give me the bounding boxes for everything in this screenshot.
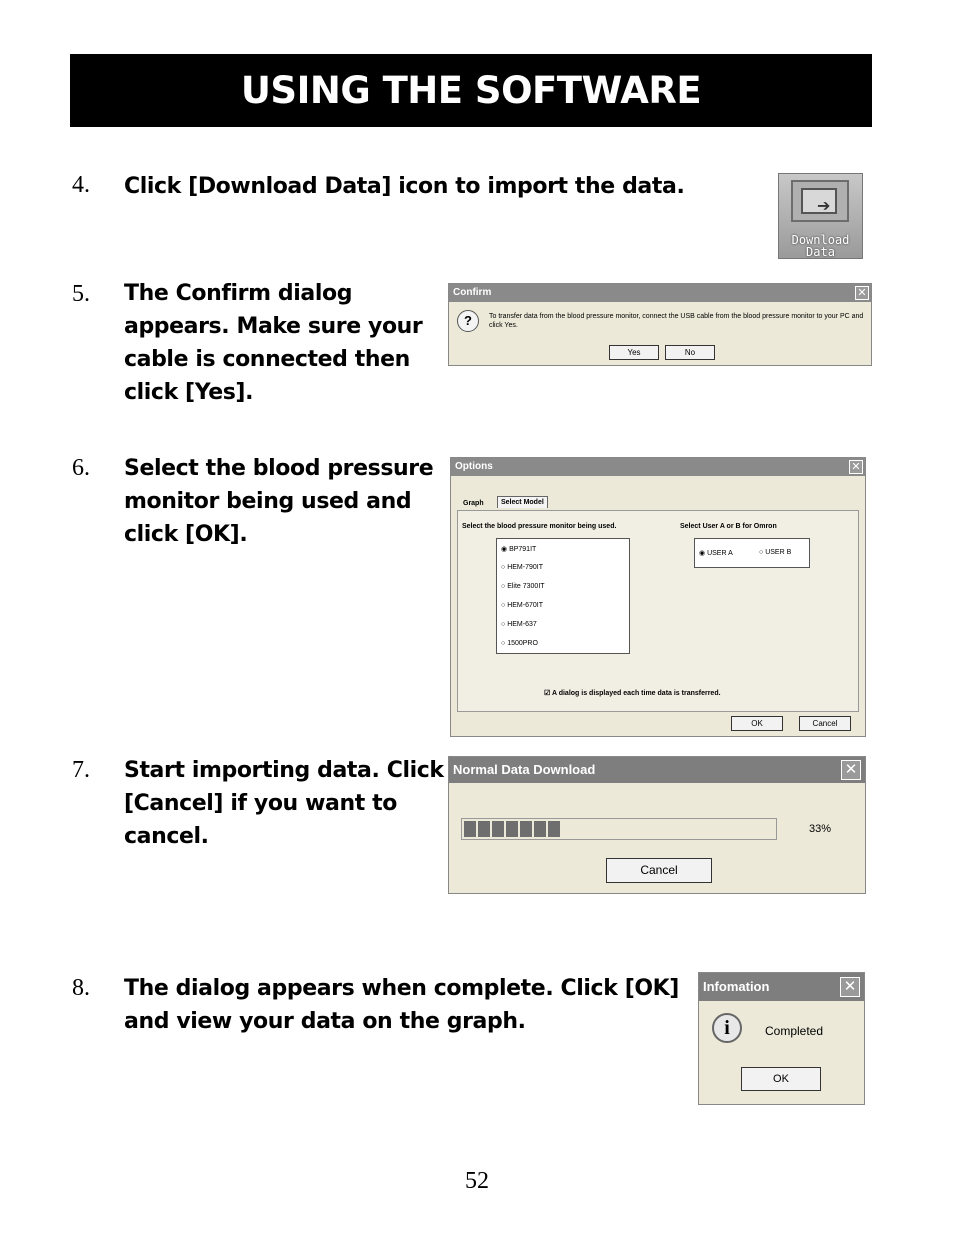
section-title: USING THE SOFTWARE (240, 69, 702, 112)
step-number-4: 4. (72, 172, 90, 198)
progress-block (506, 821, 518, 837)
options-panel (457, 510, 859, 712)
progress-block (534, 821, 546, 837)
monitor-heading: Select the blood pressure monitor being used. (462, 523, 617, 530)
step-number-8: 8. (72, 975, 90, 1001)
progress-percent: 33% (809, 823, 832, 835)
information-dialog (698, 972, 865, 1105)
download-data-button[interactable] (778, 173, 863, 259)
info-icon: i (712, 1013, 742, 1043)
step-text-5: The Confirm dialog appears. Make sure your cable is connected then click [Yes]. (124, 281, 423, 405)
question-icon: ? (457, 310, 479, 332)
info-message: Completed (765, 1024, 824, 1038)
confirm-message: To transfer data from the blood pressure monitor, connect the USB cable from the blood pressure monitor to your PC and click Yes. (489, 313, 864, 329)
tab-select-model[interactable]: Select Model (497, 496, 548, 508)
monitor-option-3[interactable]: ○ Elite 7300IT (501, 583, 545, 590)
options-titlebar: Options (451, 458, 865, 476)
cancel-download-button[interactable]: Cancel (606, 858, 712, 883)
monitor-option-6[interactable]: ○ 1500PRO (501, 640, 538, 647)
progress-block (478, 821, 490, 837)
tab-graph[interactable]: Graph (463, 500, 484, 507)
user-heading: Select User A or B for Omron (680, 523, 777, 530)
progress-bar (461, 818, 777, 840)
step-number-5: 5. (72, 281, 90, 307)
step-text-6: Select the blood pressure monitor being used and click [OK]. (124, 456, 434, 547)
info-close-button[interactable]: ✕ (840, 977, 860, 997)
user-a-radio[interactable]: ◉ USER A (699, 550, 733, 557)
download-close-button[interactable]: ✕ (841, 760, 861, 780)
user-select-group (694, 538, 810, 568)
monitor-option-1[interactable]: ◉ BP791IT (501, 546, 537, 553)
options-close-button[interactable]: ✕ (849, 460, 863, 474)
yes-button[interactable]: Yes (609, 345, 659, 360)
monitor-option-4[interactable]: ○ HEM-670IT (501, 602, 543, 609)
info-ok-button[interactable]: OK (741, 1067, 821, 1091)
confirm-titlebar: Confirm (449, 284, 871, 302)
confirm-dialog (448, 283, 872, 366)
download-icon-label: Download Data (791, 233, 850, 259)
monitor-option-2[interactable]: ○ HEM-790IT (501, 564, 543, 571)
no-button[interactable]: No (665, 345, 715, 360)
step-text-7: Start importing data. Click [Cancel] if you want to cancel. (124, 758, 444, 849)
confirm-close-button[interactable]: ✕ (855, 286, 869, 300)
info-titlebar: Infomation (699, 973, 864, 1001)
progress-block (492, 821, 504, 837)
progress-block (520, 821, 532, 837)
progress-block (464, 821, 476, 837)
transfer-dialog-checkbox[interactable]: ☑ A dialog is displayed each time data is transferred. (544, 690, 721, 697)
cancel-button[interactable]: Cancel (799, 716, 851, 731)
step-text-4: Click [Download Data] icon to import the data. (124, 174, 685, 199)
step-number-7: 7. (72, 757, 90, 783)
ok-button[interactable]: OK (731, 716, 783, 731)
monitor-option-5[interactable]: ○ HEM-637 (501, 621, 537, 628)
section-header (70, 54, 872, 127)
download-progress-dialog (448, 756, 866, 894)
step-number-6: 6. (72, 455, 90, 481)
user-b-radio[interactable]: ○ USER B (759, 549, 792, 556)
options-dialog (450, 457, 866, 737)
monitor-list (496, 538, 630, 654)
download-titlebar: Normal Data Download (449, 757, 865, 783)
download-monitor-icon: ➔ (791, 180, 849, 222)
step-text-8: The dialog appears when complete. Click [OK] and view your data on the graph. (124, 976, 679, 1034)
page-number: 52 (465, 1168, 489, 1194)
progress-block (548, 821, 560, 837)
